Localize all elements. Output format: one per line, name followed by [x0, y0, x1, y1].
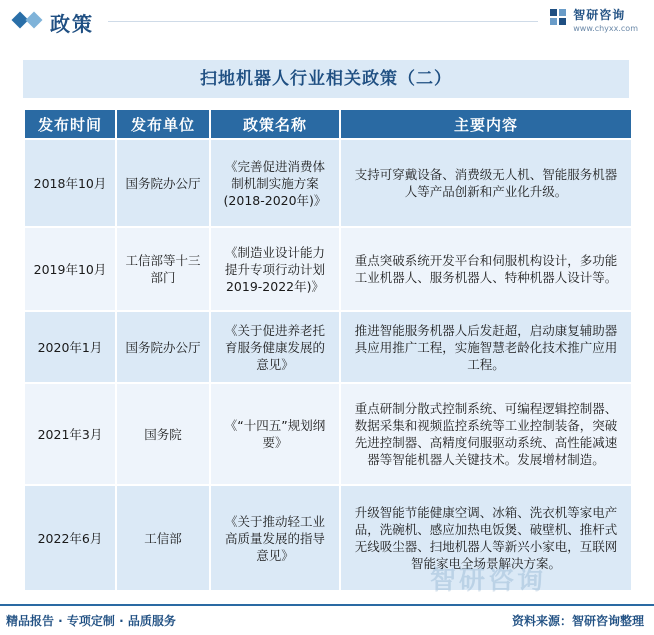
cell-content: 升级智能节能健康空调、冰箱、洗衣机等家电产品，洗碗机、感应加热电饭煲、破壁机、推杆式无线吸尘器、扫地机器人等新兴小家电，互联网智能家电全场景解决方案。: [341, 486, 631, 590]
table-header-row: [25, 110, 631, 138]
brand-name: 智研咨询: [573, 8, 626, 22]
page-header: [0, 0, 654, 46]
cell-policy: 《关于促进养老托育服务健康发展的意见》: [211, 312, 339, 382]
column-header-policy: 政策名称: [211, 110, 339, 138]
table-row: [25, 384, 631, 484]
cell-policy: 《“十四五”规划纲要》: [211, 384, 339, 484]
section-title: 政策: [50, 12, 94, 36]
cell-date: 2021年3月: [25, 384, 115, 484]
column-header-content: 主要内容: [341, 110, 631, 138]
cell-issuer: 国务院办公厅: [117, 140, 209, 226]
cell-content: 重点突破系统开发平台和伺服机构设计，多功能工业机器人、服务机器人、特种机器人设计等。: [341, 228, 631, 310]
table-row: [25, 312, 631, 382]
column-header-date: 发布时间: [25, 110, 115, 138]
table-title: 扫地机器人行业相关政策（二）: [23, 60, 629, 98]
cell-date: 2019年10月: [25, 228, 115, 310]
brand-url: www.chyxx.com: [573, 24, 638, 33]
brand: [573, 6, 638, 33]
cell-issuer: 国务院办公厅: [117, 312, 209, 382]
cell-content: 推进智能服务机器人后发赶超，启动康复辅助器具应用推广工程，实施智慧老龄化技术推广应用工程。: [341, 312, 631, 382]
footer-source: 资料来源：智研咨询整理: [511, 614, 644, 628]
cell-date: 2022年6月: [25, 486, 115, 590]
table-row: [25, 140, 631, 226]
cell-policy: 《制造业设计能力提升专项行动计划2019-2022年)》: [211, 228, 339, 310]
page-footer: [0, 604, 654, 635]
cell-issuer: 工信部等十三部门: [117, 228, 209, 310]
cell-content: 重点研制分散式控制系统、可编程逻辑控制器、数据采集和视频监控系统等工业控制装备，突破先进控制器、高精度伺服驱动系统、高性能减速器等智能机器人关键技术。发展增材制造。: [341, 384, 631, 484]
cell-issuer: 工信部: [117, 486, 209, 590]
brand-logo-icon: [549, 8, 567, 26]
cell-policy: 《关于推动轻工业高质量发展的指导意见》: [211, 486, 339, 590]
cell-issuer: 国务院: [117, 384, 209, 484]
footer-divider: [0, 604, 654, 606]
cell-policy: 《完善促进消费体制机制实施方案(2018-2020年)》: [211, 140, 339, 226]
footer-tagline: 精品报告 · 专项定制 · 品质服务: [6, 614, 176, 628]
table-row: [25, 228, 631, 310]
cell-date: 2020年1月: [25, 312, 115, 382]
cell-date: 2018年10月: [25, 140, 115, 226]
cell-content: 支持可穿戴设备、消费级无人机、智能服务机器人等产品创新和产业化升级。: [341, 140, 631, 226]
watermark: 智研咨询: [430, 566, 547, 596]
header-divider: [108, 21, 538, 22]
column-header-issuer: 发布单位: [117, 110, 209, 138]
policy-table: [23, 108, 633, 592]
